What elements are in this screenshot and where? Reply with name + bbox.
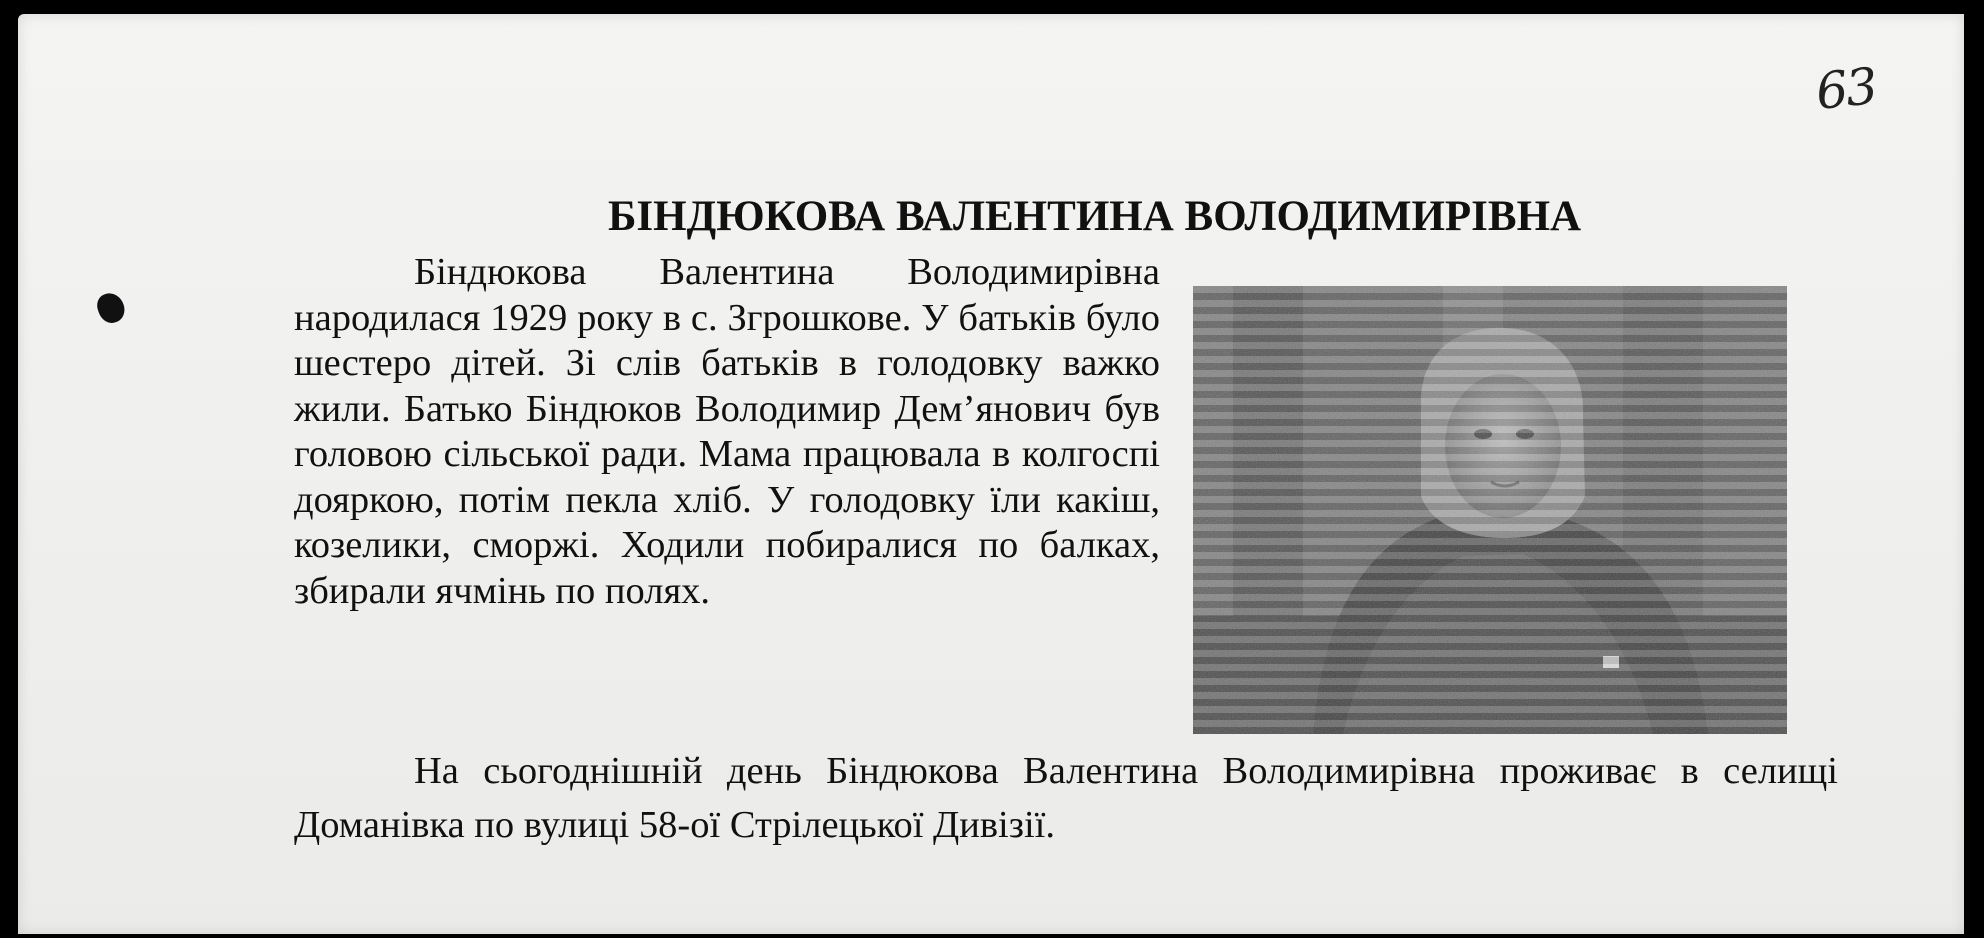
handwritten-page-number: 63 — [1813, 57, 1879, 121]
person-name-title: БІНДЮКОВА ВАЛЕНТИНА ВОЛОДИМИРІВНА — [608, 193, 1582, 240]
portrait-photo — [1193, 286, 1787, 734]
current-residence-paragraph: На сьогоднішній день Біндюкова Валентина Володимирівна проживає в селищі Доманівка по вулиці 58-ої Стрілецької Дивізії. — [294, 750, 1838, 846]
portrait-photo-image — [1193, 286, 1787, 734]
biography-paragraph: Біндюкова Валентина Володимирівна народилася 1929 року в с. Згрошкове. У батьків було шестеро дітей. Зі слів батьків в голодовку важко жили. Батько Біндюков Володимир Дем’янович був головою сільської ради. Мама працювала в колгоспі дояркою, потім пекла хліб. У голодовку їли какіш, козелики, сморжі. Ходили побиралися по балках, збирали ячмінь по полях. — [294, 251, 1160, 612]
